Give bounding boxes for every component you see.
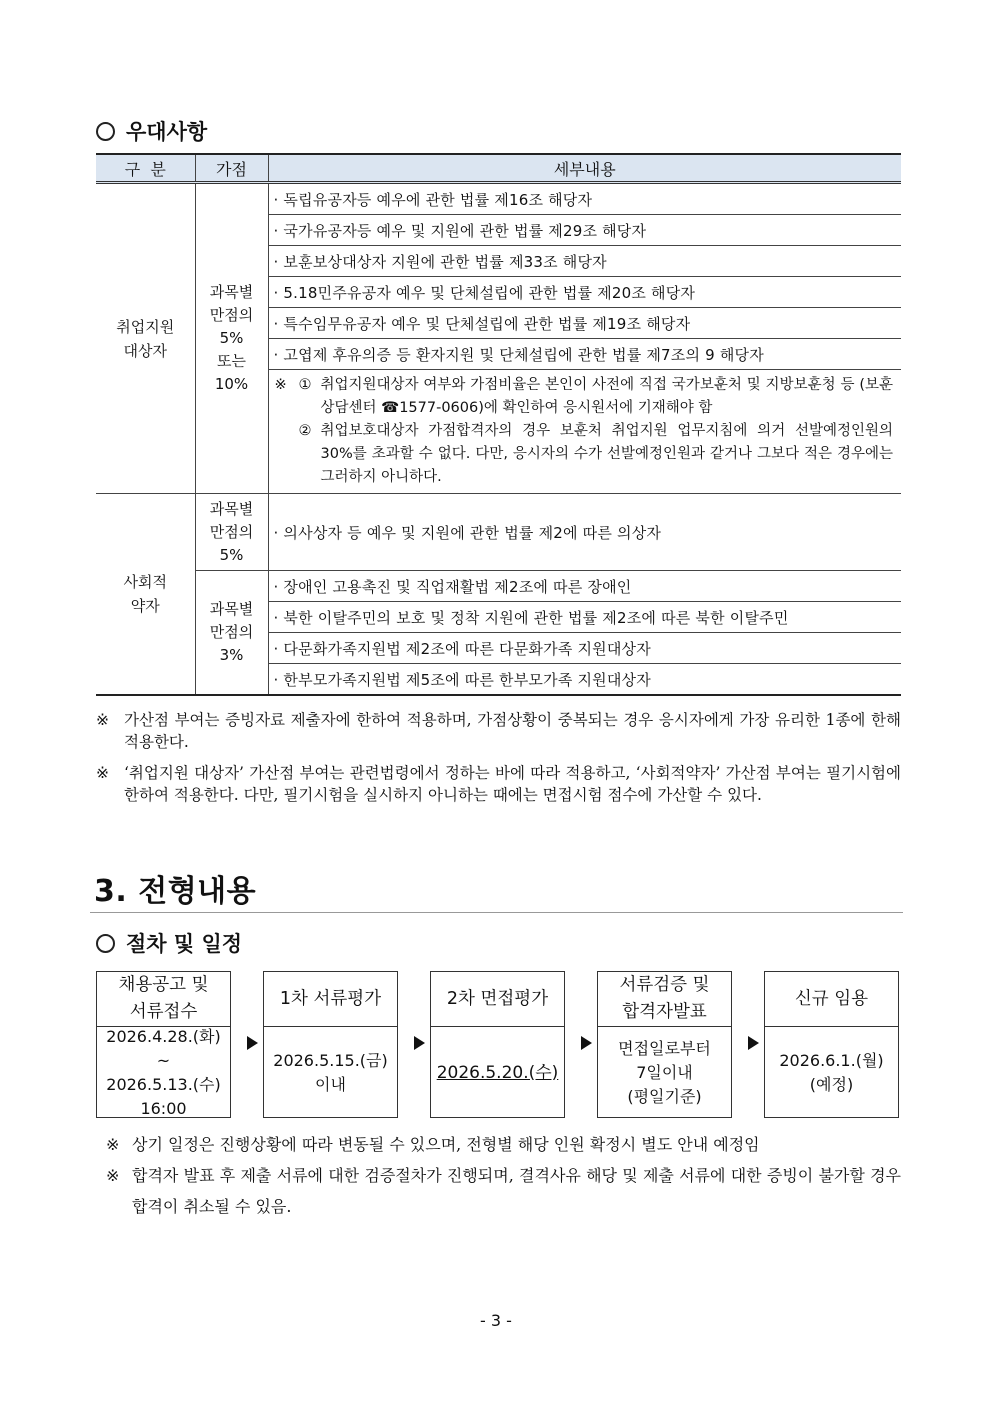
page-number: - 3 - [480, 1311, 512, 1330]
step-date: 면접일로부터 7일이내 (평일기준) [618, 1038, 711, 1106]
note-mark: ※ [274, 377, 287, 393]
circle-bullet-icon [96, 934, 115, 953]
table-row [96, 571, 901, 602]
schedule-heading [96, 928, 242, 958]
step-box [430, 971, 565, 1118]
schedule-note-text: 상기 일정은 진행상황에 따라 변동될 수 있으며, 전형별 해당 인원 확정시 별도 안내 예정임 [132, 1135, 760, 1154]
step-date: 2026.5.20.(수) [436, 1062, 559, 1083]
header-category: 구 분 [96, 154, 195, 183]
step-date: 2026.6.1.(월) (예정) [779, 1050, 884, 1094]
detail-item: · 의사상자 등 예우 및 지원에 관한 법률 제2에 따른 의상자 [268, 494, 901, 571]
points-social-3: 과목별 만점의 3% [195, 571, 268, 696]
points-social-5: 과목별 만점의 5% [195, 494, 268, 571]
detail-item: · 고엽제 후유의증 등 환자지원 및 단체설립에 관한 법률 제7조의 9 해당자 [268, 339, 901, 370]
footnote-text: ‘취업지원 대상자’ 가산점 부여는 관련법령에서 정하는 바에 따라 적용하고, ‘사회적약자’ 가산점 부여는 필기시험에 한하여 적용한다. 다만, 필기시험을 실시하지 아니하는 때에는 면접시험 점수에 가산할 수 있다. [124, 764, 901, 804]
note-mark: ※ [96, 711, 109, 729]
note-text: 취업지원대상자 여부와 가점비율은 본인이 사전에 직접 국가보훈처 및 지방보훈청 등 (보훈상담센터 ☎1577-0606)에 확인하여 응시원서에 기재해야 함 [320, 377, 893, 416]
preference-title: 우대사항 [126, 119, 208, 144]
preference-footnote [96, 762, 901, 806]
step-name: 2차 면접평가 [431, 972, 564, 1027]
step-box [263, 971, 398, 1118]
schedule-title: 절차 및 일정 [126, 931, 243, 956]
header-details: 세부내용 [268, 154, 901, 183]
table-header-row [96, 154, 901, 183]
section-divider [90, 912, 903, 913]
note-text: 취업보호대상자 가점합격자의 경우 보훈처 취업지원 업무지침에 의거 선발예정인원의 30%를 초과할 수 없다. 다만, 응시자의 수가 선발예정인원과 같거나 그보다 적은 경우에는 그러하지 아니하다. [320, 423, 893, 485]
detail-item: · 장애인 고용촉진 및 직업재활법 제2조에 따른 장애인 [268, 571, 901, 602]
step-name: 서류검증 및 합격자발표 [598, 972, 731, 1027]
step-name: 1차 서류평가 [264, 972, 397, 1027]
step-name: 채용공고 및 서류접수 [97, 972, 230, 1027]
detail-item: · 한부모가족지원법 제5조에 따른 한부모가족 지원대상자 [268, 664, 901, 696]
detail-item: · 국가유공자등 예우 및 지원에 관한 법률 제29조 해당자 [268, 215, 901, 246]
footnote-text: 가산점 부여는 증빙자료 제출자에 한하여 적용하며, 가점상황이 중복되는 경우 응시자에게 가장 유리한 1종에 한해 적용한다. [124, 711, 901, 751]
arrow-right-icon [748, 1036, 759, 1050]
section-title: 3. 전형내용 [94, 874, 257, 909]
category-social: 사회적 약자 [96, 494, 195, 696]
detail-item: · 다문화가족지원법 제2조에 따른 다문화가족 지원대상자 [268, 633, 901, 664]
detail-item: · 보훈보상대상자 지원에 관한 법률 제33조 해당자 [268, 246, 901, 277]
detail-item: · 5.18민주유공자 예우 및 단체설립에 관한 법률 제20조 해당자 [268, 277, 901, 308]
step-box [597, 971, 732, 1118]
step-box [96, 971, 231, 1118]
detail-item: · 특수임무유공자 예우 및 단체설립에 관한 법률 제19조 해당자 [268, 308, 901, 339]
detail-item: · 북한 이탈주민의 보호 및 정착 지원에 관한 법률 제2조에 따른 북한 이탈주민 [268, 602, 901, 633]
preference-heading [96, 116, 207, 146]
note-number: ② [298, 423, 312, 439]
step-date: 2026.5.15.(금) 이내 [273, 1050, 388, 1094]
header-points: 가점 [195, 154, 268, 183]
note-number: ① [298, 377, 312, 393]
note-mark: ※ [96, 764, 109, 782]
step-name: 신규 임용 [765, 972, 898, 1027]
step-date: 2026.4.28.(화) ~ 2026.5.13.(수) 16:00 [106, 1026, 221, 1118]
schedule-note-text: 합격자 발표 후 제출 서류에 대한 검증절차가 진행되며, 결격사유 해당 및 제출 서류에 대한 증빙이 불가할 경우 합격이 취소될 수 있음. [132, 1166, 901, 1216]
circle-bullet-icon [96, 122, 115, 141]
step-date-wrap [431, 1027, 564, 1118]
detail-item: · 독립유공자등 예우에 관한 법률 제16조 해당자 [268, 183, 901, 215]
points-employment: 과목별 만점의 5% 또는 10% [195, 183, 268, 494]
note-mark: ※ [106, 1135, 120, 1154]
table-row [96, 494, 901, 571]
arrow-right-icon [581, 1036, 592, 1050]
category-employment: 취업지원 대상자 [96, 183, 195, 494]
note-mark: ※ [106, 1166, 120, 1185]
arrow-right-icon [414, 1036, 425, 1050]
preference-table [96, 153, 901, 696]
step-box [764, 971, 899, 1118]
schedule-note [106, 1129, 901, 1160]
preference-footnote [96, 709, 901, 753]
employment-notes [268, 370, 901, 494]
table-row [96, 183, 901, 215]
arrow-right-icon [247, 1036, 258, 1050]
schedule-note [106, 1160, 901, 1222]
